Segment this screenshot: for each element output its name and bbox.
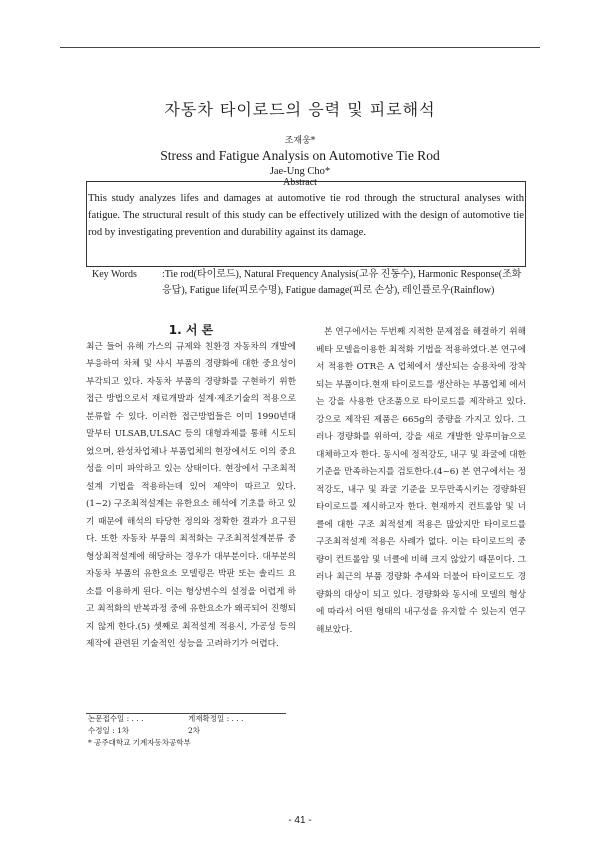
intro-right-paragraph: 본 연구에서는 두번째 지적한 문제점을 해결하기 위해 베타 모델을이용한 최적화 기법을 적용하였다.본 연구에서 적용한 OTR은 A 업체에서 생산되는 승용차에 장착되는 부품이다.현재 타이로드를 생산하는 부품업체 에서는 강을 사용한 단조품으로 타이로드를 제작하고 있다. 강으로 제작된 제품은 665g의 중량을 가지고 있다. 그러나 경량화를 위하여, 강을 새로 개발한 알루미늄으로 대체하고자 한다. 동시에 정적강도, 내구 및 좌굴에 대한 기준을 만족하는지를 검토한다.(4~6) 본 연구에서는 정적강도, 내구 및 좌굴 기준을 모두만족시키는 경량화된 타이로드를 제시하고자 한다. 현재까지 컨트롤암 및 너클에 대한 구조 최적설계 적용은 많았지만 타이로드를 구조최적설계 적용은 사례가 없다. 이는 타이로드의 중량이 컨트롤암 및 너클에 비해 크지 않았기 때문이다. 그러나 최근의 부품 경량화 추세와 더불어 타이로드도 경량화의 대상이 되고 있다. 경량화와 동시에 모델의 형상에 따라서 어떤 형태의 내구성을 유지할 수 있는지 연구해보았다.: [316, 327, 526, 635]
author-english: Jae-Ung Cho*: [269, 166, 331, 177]
left-column: [86, 322, 296, 654]
abstract-label: Abstract: [283, 177, 317, 188]
author-korean: 조재웅*: [284, 136, 316, 146]
keywords-label: Key Words: [92, 269, 137, 280]
accepted-date: 게재확정일 : . . .: [188, 714, 244, 723]
paper-title-english: Stress and Fatigue Analysis on Automotive Tie Rod: [160, 148, 440, 163]
paper-title-korean: 자동차 타이로드의 응력 및 피로해석: [164, 100, 436, 119]
right-column: [316, 324, 526, 639]
author-affiliation: * 공주대학교 기계자동차공학부: [88, 738, 191, 747]
section-heading-introduction: 1. 서 론: [168, 323, 214, 337]
footnotes: [88, 713, 298, 749]
top-rule: [60, 47, 540, 48]
revised-date-2: 2차: [188, 726, 201, 735]
received-date: 논문접수일 : . . .: [88, 714, 144, 723]
keywords-text: :Tie rod(타이로드), Natural Frequency Analysis(고유 진동수), Harmonic Response(조화응답), Fatigue life(피로수명), Fatigue damage(피로 손상), 레인플로우(Rainflow): [162, 269, 522, 296]
page-number: - 41 -: [288, 815, 312, 826]
keywords: [92, 267, 526, 299]
abstract-text: This study analyzes lifes and damages at automotive tie rod through the structural analyses with fatigue. The structural result of this study can be effectively utilized with the design of automotive tie rod by investigating prevention and durability against its damage.: [88, 193, 524, 238]
intro-left-paragraph: 최근 들어 유해 가스의 규제와 친환경 자동차의 개발에 부응하여 차체 및 샤시 부품의 경량화에 대한 중요성이 부각되고 있다. 자동차 부품의 경량화를 구현하기 위한 접근 방법으로서 재료개발과 설계·제조기술의 적용으로 분류할 수 있다. 이러한 접근방법들은 이미 1990년대 말부터 ULSAB,ULSAC 등의 대형과제를 통해 시도되었으며, 완성차업체나 부품업체의 현장에서도 이의 중요성을 이미 파악하고 있는 상태이다. 현장에서 구조최적설계 기법을 적용하는데 있어 제약이 따르고 있다. (1~2) 구조최적설계는 유한요소 해석에 기초를 하고 있기 때문에 해석의 타당한 정의와 정확한 결과가 요구된다. 또한 자동차 부품의 최적화는 구조최적설계분류 중 형상최적설계에 해당하는 경우가 대부분이다. 대부분의 자동차 부품의 유한요소 모델링은 박판 또는 솔리드 요소를 이용하게 된다. 이는 형상변수의 설정을 어렵게 하고 최적화의 반복과정 중에 유한요소가 왜곡되어 진행되지 않게 한다.(5) 셋째로 최적설계 적용시, 가공성 등의 제작에 관련된 기술적인 성능을 고려하기가 어렵다.: [86, 341, 296, 649]
revised-date: 수정일 : 1차: [88, 726, 130, 735]
